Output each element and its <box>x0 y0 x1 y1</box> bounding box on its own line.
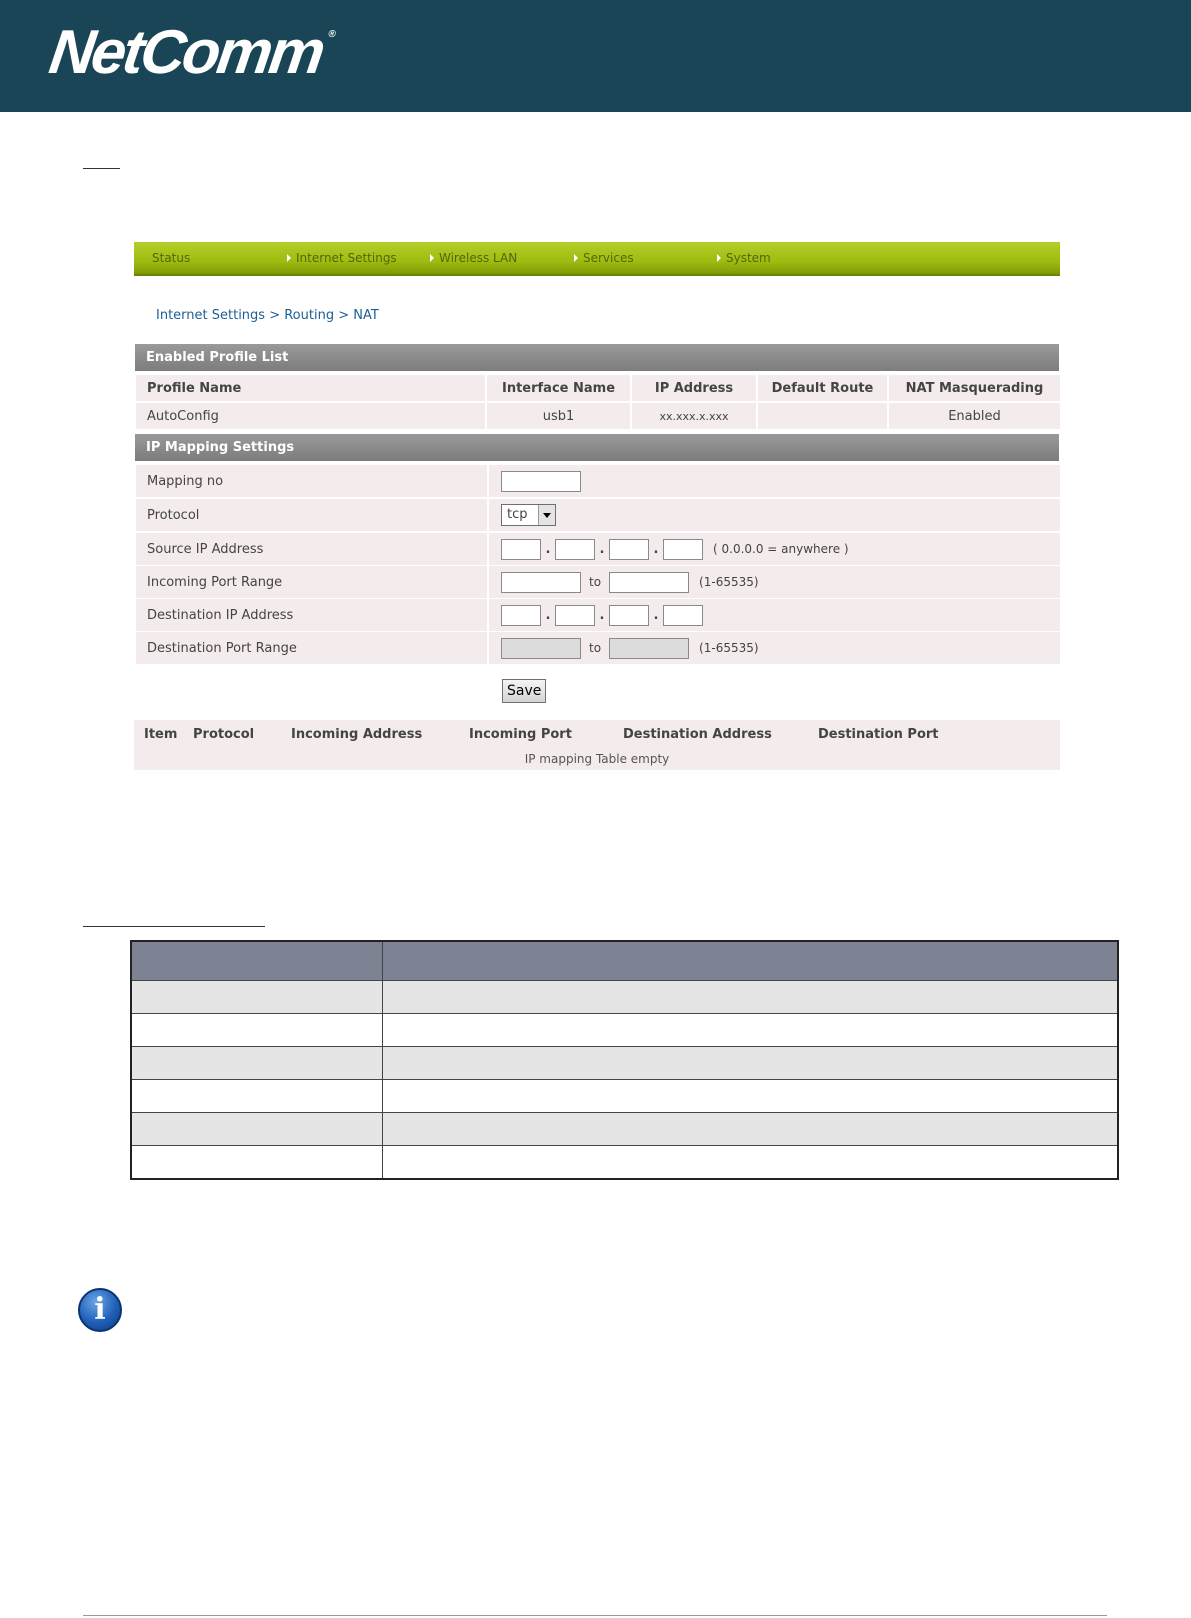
table-row <box>132 1145 1117 1178</box>
save-button[interactable]: Save <box>502 679 546 703</box>
dest-port-hint: (1-65535) <box>699 641 759 655</box>
dest-ip-octet-4[interactable] <box>663 605 703 626</box>
top-nav <box>134 242 1060 276</box>
breadcrumb[interactable]: Internet Settings > Routing > NAT <box>156 308 379 323</box>
nav-item-status[interactable]: Status <box>152 251 191 265</box>
incoming-port-label: Incoming Port Range <box>136 566 487 598</box>
incoming-port-row <box>134 566 1060 598</box>
col-destination-port: Destination Port <box>818 727 939 742</box>
col-interface-name: Interface Name <box>487 375 630 401</box>
col-protocol: Protocol <box>193 727 255 742</box>
nav-item-services[interactable]: Services <box>574 251 634 265</box>
dest-port-end-input[interactable] <box>609 638 689 659</box>
interface-name-value: usb1 <box>487 403 630 429</box>
dest-ip-row: Destination IP Address . . . <box>134 599 1060 631</box>
ip-mapping-table <box>134 720 1060 770</box>
mapping-no-input[interactable] <box>501 471 581 492</box>
col-incoming-address: Incoming Address <box>291 727 423 742</box>
nav-arrow-icon <box>430 254 434 262</box>
nav-arrow-icon <box>574 254 578 262</box>
col-item: Item <box>144 727 178 742</box>
nat-masquerading-value: Enabled <box>889 403 1060 429</box>
profile-name-value: AutoConfig <box>136 403 485 429</box>
table-row <box>132 1046 1117 1079</box>
protocol-select[interactable]: tcp <box>501 504 556 526</box>
dest-port-start-input[interactable] <box>501 638 581 659</box>
source-ip-octet-1[interactable] <box>501 539 541 560</box>
nav-item-internet-settings[interactable]: Internet Settings <box>287 251 397 265</box>
source-ip-octet-4[interactable] <box>663 539 703 560</box>
col-profile-name: Profile Name <box>136 375 485 401</box>
dest-ip-octet-3[interactable] <box>609 605 649 626</box>
col-ip-address: IP Address <box>632 375 756 401</box>
protocol-row <box>134 499 1060 531</box>
col-incoming-port: Incoming Port <box>469 727 572 742</box>
profile-list-header-row <box>134 375 1060 401</box>
col-nat-masquerading: NAT Masquerading <box>889 375 1060 401</box>
chevron-down-icon <box>543 513 551 518</box>
info-icon: i <box>78 1288 122 1332</box>
table-row <box>132 1079 1117 1112</box>
mapping-no-row <box>134 465 1060 497</box>
col-destination-address: Destination Address <box>623 727 772 742</box>
source-ip-label: Source IP Address <box>136 533 487 565</box>
table-row <box>134 403 1060 429</box>
incoming-port-end-input[interactable] <box>609 572 689 593</box>
dest-ip-label: Destination IP Address <box>136 599 487 631</box>
mapping-no-label: Mapping no <box>136 465 487 497</box>
table-header-row <box>132 942 1117 980</box>
dest-port-label: Destination Port Range <box>136 632 487 664</box>
dest-port-row <box>134 632 1060 664</box>
nav-arrow-icon <box>287 254 291 262</box>
to-label: to <box>589 575 602 589</box>
table-empty-message: IP mapping Table empty <box>524 752 670 766</box>
incoming-port-hint: (1-65535) <box>699 575 759 589</box>
netcomm-logo: NetComm® <box>45 18 337 87</box>
source-ip-octet-3[interactable] <box>609 539 649 560</box>
default-route-value <box>758 403 887 429</box>
to-label: to <box>589 641 602 655</box>
source-ip-row: Source IP Address . . . ( 0.0.0.0 = anywhere ) <box>134 533 1060 565</box>
section-underline <box>83 926 265 927</box>
footer-rule <box>83 1615 1107 1616</box>
ip-address-value: xx.xxx.x.xxx <box>632 403 756 429</box>
table-row <box>132 1013 1117 1046</box>
table-row <box>132 1112 1117 1145</box>
nav-arrow-icon <box>717 254 721 262</box>
nav-item-system[interactable]: System <box>717 251 771 265</box>
source-ip-octet-2[interactable] <box>555 539 595 560</box>
profile-list-heading: Enabled Profile List <box>135 344 1059 371</box>
dest-ip-octet-2[interactable] <box>555 605 595 626</box>
incoming-port-start-input[interactable] <box>501 572 581 593</box>
description-table <box>130 940 1119 1180</box>
col-default-route: Default Route <box>758 375 887 401</box>
source-ip-hint: ( 0.0.0.0 = anywhere ) <box>713 542 849 556</box>
protocol-label: Protocol <box>136 499 487 531</box>
ip-mapping-heading: IP Mapping Settings <box>135 434 1059 461</box>
dest-ip-octet-1[interactable] <box>501 605 541 626</box>
header-banner <box>0 0 1191 112</box>
nav-item-wireless-lan[interactable]: Wireless LAN <box>430 251 517 265</box>
heading-underline <box>83 168 120 169</box>
table-row <box>132 980 1117 1013</box>
